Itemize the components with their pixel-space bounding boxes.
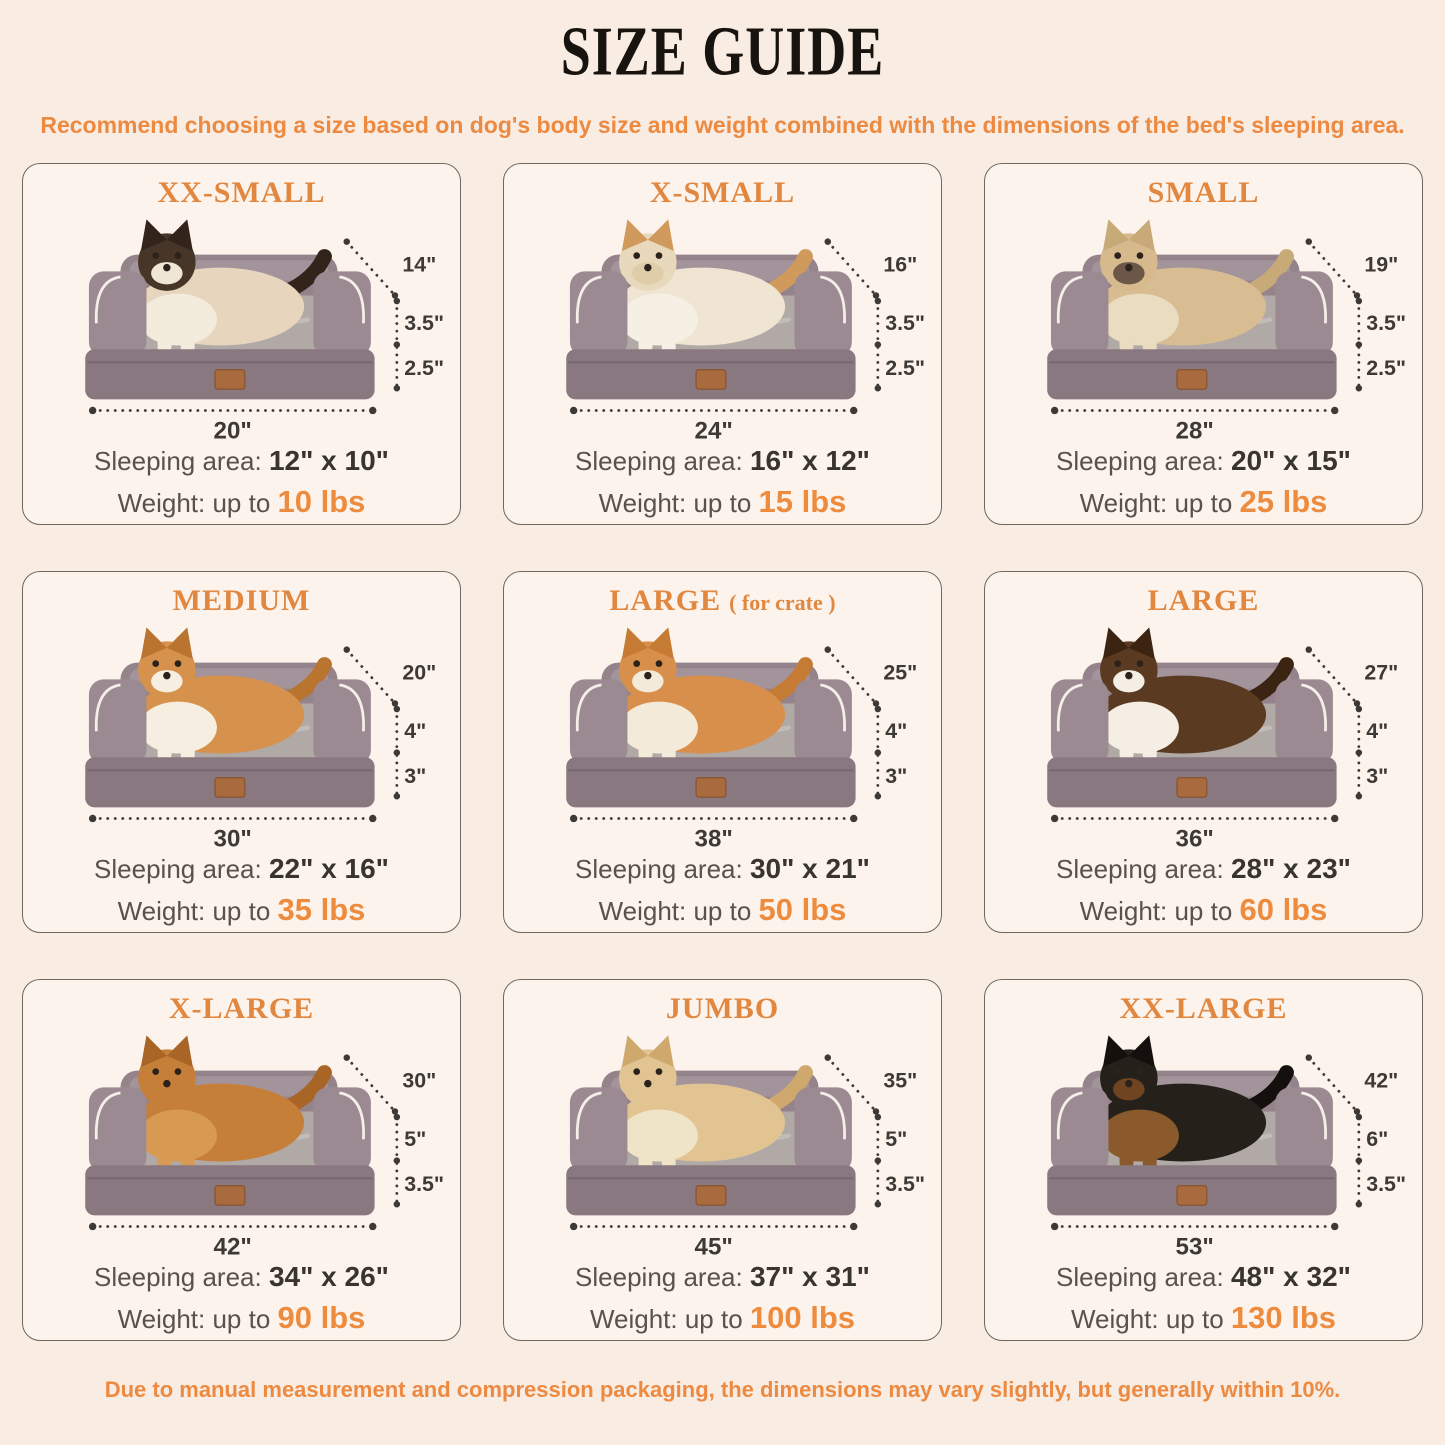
weight-label: Weight: up to	[598, 896, 752, 926]
brand-logo-patch	[215, 1186, 245, 1205]
bed-base	[85, 757, 374, 807]
card-title	[985, 572, 1422, 618]
sleeping-area-label: Sleeping area:	[575, 446, 743, 476]
dog-bed-illustration	[23, 212, 460, 442]
sleeping-area-value: 48" x 32"	[1230, 1261, 1351, 1292]
sleeping-area-line	[985, 443, 1422, 478]
lower-height-label: 3"	[1366, 764, 1389, 789]
pet-nose	[644, 672, 651, 679]
dimension-dot	[1354, 1108, 1360, 1114]
bed-base	[1047, 757, 1336, 807]
sleeping-area-value: 37" x 31"	[749, 1261, 870, 1292]
weight-label: Weight: up to	[598, 488, 752, 518]
dog-bed-illustration	[504, 1028, 941, 1258]
size-card	[984, 571, 1423, 933]
bed-base	[85, 349, 374, 399]
dimension-dot	[1306, 646, 1312, 652]
dimension-dot	[875, 749, 881, 755]
card-title	[504, 164, 941, 210]
dimension-dot	[1331, 1223, 1338, 1230]
weight-label: Weight: up to	[117, 896, 271, 926]
dimension-dot	[1356, 385, 1362, 391]
dimension-dot	[875, 298, 881, 304]
card-title	[23, 980, 460, 1026]
dimension-dot	[875, 1157, 881, 1163]
page-header	[0, 0, 1445, 139]
lower-height-label: 3.5"	[404, 1172, 445, 1197]
diagonal-dimension-label: 35"	[883, 1068, 918, 1093]
card-title	[985, 980, 1422, 1026]
weight-line	[504, 1299, 941, 1338]
sleeping-area-value: 16" x 12"	[749, 445, 870, 476]
lower-height-label: 3.5"	[885, 1172, 926, 1197]
width-dimension-label: 53"	[1175, 1233, 1214, 1258]
dimension-dot	[369, 815, 376, 822]
size-card	[503, 979, 942, 1341]
dimension-dot	[89, 407, 96, 414]
pet-eye	[1114, 1068, 1121, 1075]
brand-logo-patch	[1177, 778, 1207, 797]
upper-height-label: 5"	[885, 1126, 908, 1151]
dimension-dot	[1356, 793, 1362, 799]
dimension-dot	[394, 1114, 400, 1120]
page-footer	[0, 1377, 1445, 1403]
size-card	[22, 979, 461, 1341]
weight-line	[23, 1299, 460, 1338]
weight-value: 130 lbs	[1230, 1300, 1337, 1335]
weight-line	[985, 483, 1422, 522]
pet-eye	[633, 660, 640, 667]
size-label: LARGE	[1147, 584, 1260, 617]
size-card	[22, 571, 461, 933]
pet-chest	[1101, 294, 1179, 346]
weight-label: Weight: up to	[1079, 896, 1233, 926]
pet-eye	[1114, 252, 1121, 259]
pet-eye	[175, 660, 182, 667]
dimension-dot	[392, 1108, 398, 1114]
dimension-dot	[1356, 706, 1362, 712]
dog-bed-illustration	[985, 212, 1422, 442]
dimension-dot	[1331, 407, 1338, 414]
upper-height-label: 6"	[1366, 1126, 1389, 1151]
pet-chest	[620, 1110, 698, 1162]
pet-nose	[1125, 264, 1132, 271]
size-label: X-LARGE	[168, 992, 315, 1025]
pet-eye	[152, 252, 159, 259]
brand-logo-patch	[696, 1186, 726, 1205]
size-card	[22, 163, 461, 525]
pet-chest	[139, 294, 217, 346]
dog-bed-illustration	[504, 620, 941, 850]
size-label: MEDIUM	[172, 584, 311, 617]
dimension-dot	[873, 292, 879, 298]
weight-value: 35 lbs	[277, 892, 366, 927]
card-title	[985, 164, 1422, 210]
pet-nose	[163, 264, 170, 271]
dimension-dot	[570, 815, 577, 822]
upper-height-label: 3.5"	[1366, 310, 1407, 335]
dimension-dot	[392, 292, 398, 298]
sleeping-area-label: Sleeping area:	[575, 854, 743, 884]
dimension-dot	[394, 793, 400, 799]
sleeping-area-value: 12" x 10"	[268, 445, 389, 476]
pet-eye	[633, 1068, 640, 1075]
pet-eye	[152, 1068, 159, 1075]
diagonal-dimension-label: 25"	[883, 660, 918, 685]
dimension-dot	[570, 1223, 577, 1230]
sleeping-area-value: 28" x 23"	[1230, 853, 1351, 884]
upper-height-label: 3.5"	[885, 310, 926, 335]
dimension-dot	[1331, 815, 1338, 822]
dimension-dot	[1051, 815, 1058, 822]
weight-label: Weight: up to	[117, 488, 271, 518]
sleeping-area-line	[504, 1259, 941, 1294]
dimension-dot	[875, 706, 881, 712]
dimension-dot	[1306, 1054, 1312, 1060]
dimension-dot	[1356, 341, 1362, 347]
pet-nose	[1125, 672, 1132, 679]
width-dimension-label: 30"	[213, 825, 252, 850]
dimension-dot	[392, 700, 398, 706]
dog-bed-illustration	[23, 1028, 460, 1258]
dog-bed-illustration	[985, 1028, 1422, 1258]
dimension-dot	[825, 238, 831, 244]
brand-logo-patch	[1177, 1186, 1207, 1205]
card-title	[23, 572, 460, 618]
brand-logo-patch	[696, 778, 726, 797]
dimension-dot	[1356, 1157, 1362, 1163]
dimension-dot	[1354, 292, 1360, 298]
dimension-dot	[875, 385, 881, 391]
weight-value: 90 lbs	[277, 1300, 366, 1335]
dimension-dot	[1051, 407, 1058, 414]
dimension-dot	[1356, 749, 1362, 755]
bed-base	[1047, 349, 1336, 399]
dimension-dot	[825, 1054, 831, 1060]
upper-height-label: 4"	[1366, 718, 1389, 743]
brand-logo-patch	[215, 370, 245, 389]
brand-logo-patch	[215, 778, 245, 797]
weight-value: 25 lbs	[1239, 484, 1328, 519]
lower-height-label: 2.5"	[885, 356, 926, 381]
size-card	[503, 163, 942, 525]
dimension-dot	[1356, 298, 1362, 304]
lower-height-label: 2.5"	[1366, 356, 1407, 381]
weight-line	[504, 483, 941, 522]
weight-value: 100 lbs	[749, 1300, 856, 1335]
brand-logo-patch	[696, 370, 726, 389]
sleeping-area-value: 30" x 21"	[749, 853, 870, 884]
bed-base	[1047, 1165, 1336, 1215]
sleeping-area-line	[985, 851, 1422, 886]
weight-line	[23, 891, 460, 930]
pet-eye	[1137, 660, 1144, 667]
diagonal-dimension-label: 14"	[402, 252, 437, 277]
page-title: SIZE GUIDE	[560, 12, 885, 91]
pet-chest	[139, 1110, 217, 1162]
dimension-dot	[369, 1223, 376, 1230]
pet-chest	[139, 702, 217, 754]
pet-eye	[175, 252, 182, 259]
sleeping-area-label: Sleeping area:	[1056, 446, 1224, 476]
dimension-dot	[1051, 1223, 1058, 1230]
size-label: LARGE	[609, 584, 722, 617]
weight-line	[985, 891, 1422, 930]
lower-height-label: 2.5"	[404, 356, 445, 381]
dimension-dot	[89, 815, 96, 822]
dimension-dot	[344, 1054, 350, 1060]
sleeping-area-label: Sleeping area:	[1056, 854, 1224, 884]
width-dimension-label: 36"	[1175, 825, 1214, 850]
dimension-dot	[89, 1223, 96, 1230]
bed-base	[85, 1165, 374, 1215]
dimension-dot	[344, 646, 350, 652]
bed-base	[566, 757, 855, 807]
dimension-dot	[875, 1114, 881, 1120]
sleeping-area-line	[23, 851, 460, 886]
dimension-dot	[394, 1201, 400, 1207]
upper-height-label: 4"	[404, 718, 427, 743]
sleeping-area-label: Sleeping area:	[94, 854, 262, 884]
dimension-dot	[369, 407, 376, 414]
size-label: X-SMALL	[649, 176, 796, 209]
pet-eye	[1137, 252, 1144, 259]
weight-line	[504, 891, 941, 930]
weight-value: 15 lbs	[758, 484, 847, 519]
diagonal-dimension-label: 27"	[1364, 660, 1399, 685]
upper-height-label: 3.5"	[404, 310, 445, 335]
weight-value: 60 lbs	[1239, 892, 1328, 927]
pet-eye	[656, 252, 663, 259]
card-title	[23, 164, 460, 210]
size-label: JUMBO	[665, 992, 780, 1025]
lower-height-label: 3.5"	[1366, 1172, 1407, 1197]
sleeping-area-line	[23, 443, 460, 478]
weight-label: Weight: up to	[1079, 488, 1233, 518]
dimension-dot	[875, 1201, 881, 1207]
size-card	[503, 571, 942, 933]
dimension-dot	[825, 646, 831, 652]
dimension-dot	[394, 1157, 400, 1163]
size-label: SMALL	[1147, 176, 1260, 209]
size-grid	[0, 163, 1445, 1341]
sleeping-area-label: Sleeping area:	[575, 1262, 743, 1292]
size-card	[984, 163, 1423, 525]
pet-eye	[656, 1068, 663, 1075]
pet-eye	[656, 660, 663, 667]
width-dimension-label: 45"	[694, 1233, 733, 1258]
upper-height-label: 4"	[885, 718, 908, 743]
dimension-dot	[394, 706, 400, 712]
footer-note: Due to manual measurement and compression packaging, the dimensions may vary slightly, but generally within 10%.	[104, 1377, 1341, 1402]
sleeping-area-label: Sleeping area:	[94, 446, 262, 476]
dimension-dot	[875, 341, 881, 347]
lower-height-label: 3"	[404, 764, 427, 789]
weight-label: Weight: up to	[589, 1304, 743, 1334]
dog-bed-illustration	[23, 620, 460, 850]
pet-nose	[644, 1080, 651, 1087]
width-dimension-label: 28"	[1175, 417, 1214, 442]
sleeping-area-value: 22" x 16"	[268, 853, 389, 884]
dimension-dot	[394, 749, 400, 755]
sleeping-area-line	[504, 443, 941, 478]
size-label: XX-SMALL	[157, 176, 326, 209]
size-card	[984, 979, 1423, 1341]
sleeping-area-line	[985, 1259, 1422, 1294]
dimension-dot	[394, 385, 400, 391]
diagonal-dimension-label: 30"	[402, 1068, 437, 1093]
bed-base	[566, 349, 855, 399]
dog-bed-illustration	[985, 620, 1422, 850]
diagonal-dimension-label: 16"	[883, 252, 918, 277]
pet-nose	[163, 1080, 170, 1087]
dimension-dot	[1356, 1114, 1362, 1120]
width-dimension-label: 38"	[694, 825, 733, 850]
weight-line	[985, 1299, 1422, 1338]
pet-nose	[1125, 1080, 1132, 1087]
pet-chest	[620, 702, 698, 754]
diagonal-dimension-label: 19"	[1364, 252, 1399, 277]
sleeping-area-label: Sleeping area:	[1056, 1262, 1224, 1292]
diagonal-dimension-label: 42"	[1364, 1068, 1399, 1093]
bed-base	[566, 1165, 855, 1215]
sleeping-area-value: 20" x 15"	[1230, 445, 1351, 476]
pet-chest	[620, 294, 698, 346]
dimension-dot	[1306, 238, 1312, 244]
sleeping-area-line	[23, 1259, 460, 1294]
dimension-dot	[850, 1223, 857, 1230]
pet-eye	[1137, 1068, 1144, 1075]
sleeping-area-line	[504, 851, 941, 886]
dimension-dot	[1356, 1201, 1362, 1207]
diagonal-dimension-label: 20"	[402, 660, 437, 685]
pet-eye	[1114, 660, 1121, 667]
pet-eye	[152, 660, 159, 667]
pet-chest	[1101, 702, 1179, 754]
dimension-dot	[570, 407, 577, 414]
pet-eye	[175, 1068, 182, 1075]
size-note: ( for crate )	[729, 590, 836, 615]
dimension-dot	[850, 407, 857, 414]
weight-value: 50 lbs	[758, 892, 847, 927]
card-title	[504, 572, 941, 618]
weight-value: 10 lbs	[277, 484, 366, 519]
lower-height-label: 3"	[885, 764, 908, 789]
dimension-dot	[873, 700, 879, 706]
dimension-dot	[1354, 700, 1360, 706]
weight-label: Weight: up to	[117, 1304, 271, 1334]
upper-height-label: 5"	[404, 1126, 427, 1151]
pet-nose	[644, 264, 651, 271]
card-title	[504, 980, 941, 1026]
dimension-dot	[394, 298, 400, 304]
pet-chest	[1101, 1110, 1179, 1162]
sleeping-area-value: 34" x 26"	[268, 1261, 389, 1292]
weight-line	[23, 483, 460, 522]
dimension-dot	[875, 793, 881, 799]
sleeping-area-label: Sleeping area:	[94, 1262, 262, 1292]
size-label: XX-LARGE	[1119, 992, 1288, 1025]
width-dimension-label: 24"	[694, 417, 733, 442]
pet-nose	[163, 672, 170, 679]
width-dimension-label: 42"	[213, 1233, 252, 1258]
dimension-dot	[394, 341, 400, 347]
dimension-dot	[344, 238, 350, 244]
brand-logo-patch	[1177, 370, 1207, 389]
dimension-dot	[850, 815, 857, 822]
pet-eye	[633, 252, 640, 259]
page-subtitle: Recommend choosing a size based on dog's body size and weight combined with the dimensions of the bed's sleeping area.	[40, 112, 1405, 138]
width-dimension-label: 20"	[213, 417, 252, 442]
dimension-dot	[873, 1108, 879, 1114]
weight-label: Weight: up to	[1070, 1304, 1224, 1334]
dog-bed-illustration	[504, 212, 941, 442]
